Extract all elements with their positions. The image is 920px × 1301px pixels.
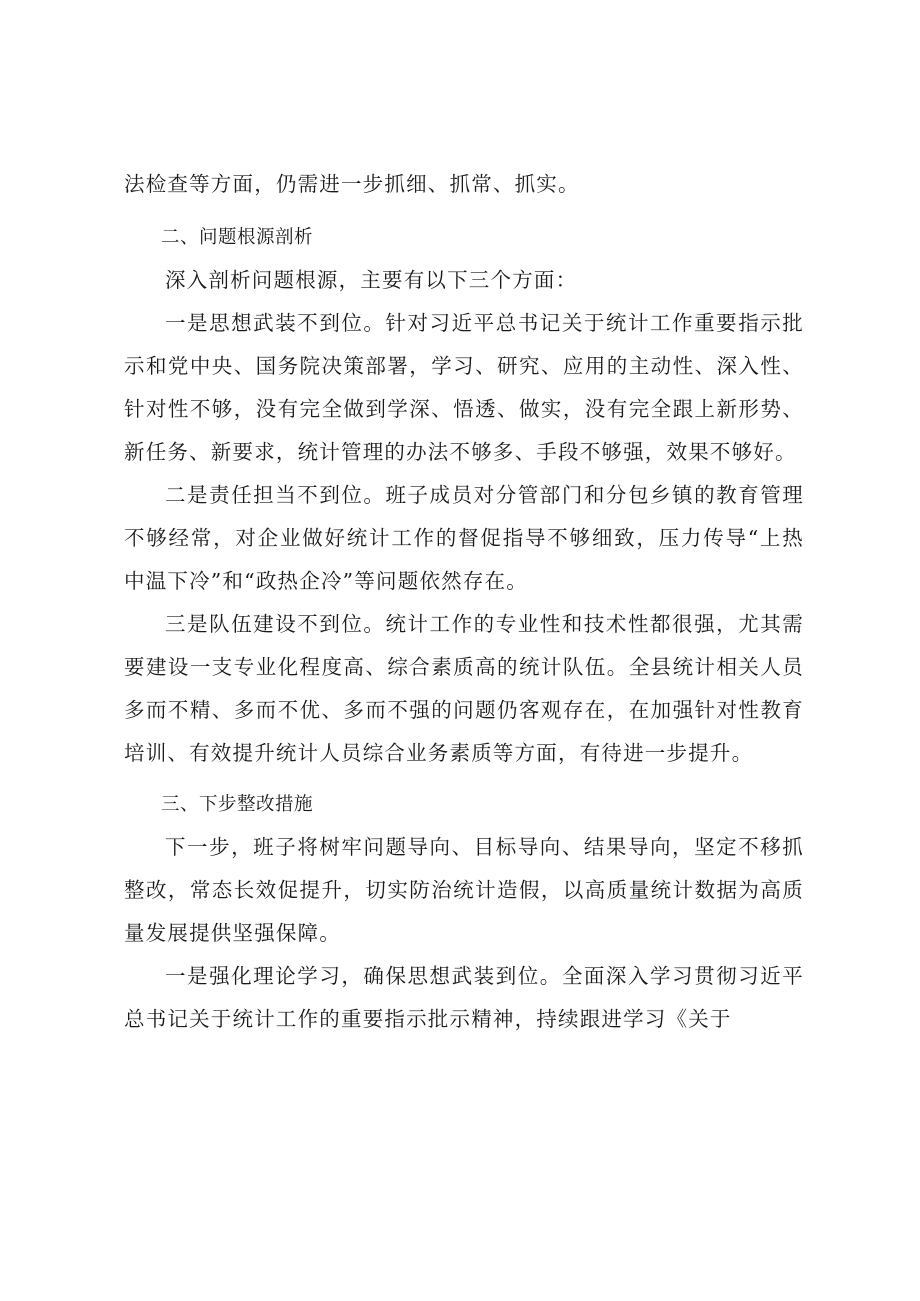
root-cause-item-3: 三是队伍建设不到位。统计工作的专业性和技术性都很强，尤其需要建设一支专业化程度高、综合素质高的统计队伍。全县统计相关人员多而不精、多而不优、多而不强的问题仍客观存在，在加强针对性教育培训、有效提升统计人员综合业务素质等方面，有待进一步提升。 [124, 612, 804, 765]
section3-intro-paragraph: 下一步，班子将树牢问题导向、目标导向、结果导向，坚定不移抓整改，常态长效促提升，切实防治统计造假，以高质量统计数据为高质量发展提供坚强保障。 [124, 835, 804, 945]
document-body [124, 163, 804, 1041]
section-heading-next-steps: 三、下步整改措施 [161, 794, 314, 815]
root-cause-item-1: 一是思想武装不到位。针对习近平总书记关于统计工作重要指示批示和党中央、国务院决策部署，学习、研究、应用的主动性、深入性、针对性不够，没有完全做到学深、悟透、做实，没有完全跟上新形势、新任务、新要求，统计管理的办法不够多、手段不够强，效果不够好。 [124, 311, 804, 464]
section-heading-root-cause: 二、问题根源剖析 [161, 227, 314, 248]
section2-intro-paragraph: 深入剖析问题根源，主要有以下三个方面： [165, 268, 578, 292]
root-cause-item-2: 二是责任担当不到位。班子成员对分管部门和分包乡镇的教育管理不够经常，对企业做好统计工作的督促指导不够细致，压力传导“上热中温下冷”和“政热企冷”等问题依然存在。 [124, 483, 804, 593]
continuation-paragraph: 法检查等方面，仍需进一步抓细、抓常、抓实。 [124, 172, 580, 196]
next-step-item-1: 一是强化理论学习，确保思想武装到位。全面深入学习贯彻习近平总书记关于统计工作的重要指示批示精神，持续跟进学习《关于 [124, 964, 804, 1031]
